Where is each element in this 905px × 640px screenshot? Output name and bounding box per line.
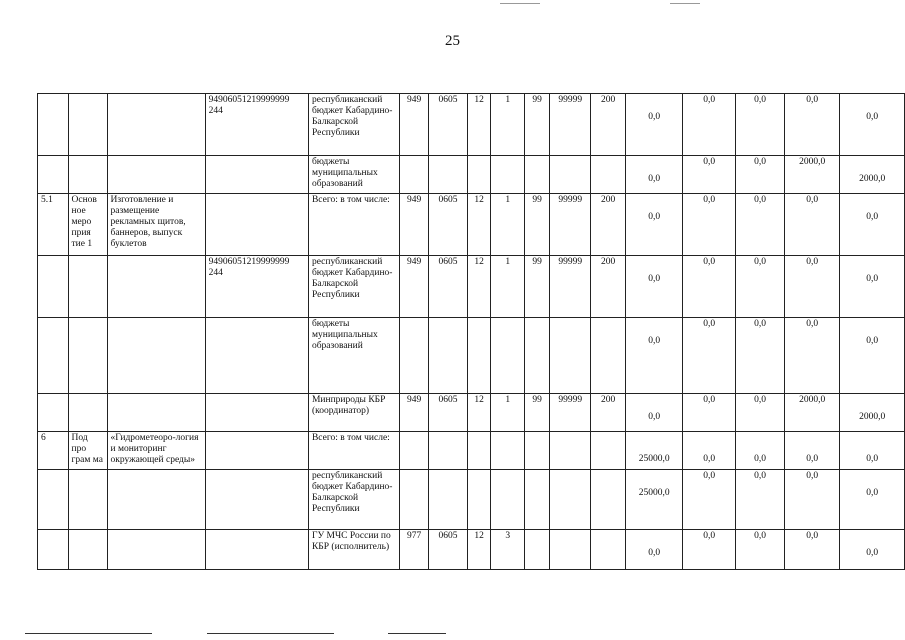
cell-p4: 99999 <box>550 256 591 318</box>
cell-p3 <box>524 156 549 194</box>
cell-v2: 0,0 <box>683 394 736 432</box>
cell-v3: 0,0 <box>736 194 785 256</box>
cell-rzpr: 0605 <box>429 256 467 318</box>
cell-grbs <box>399 318 429 394</box>
cell-vr: 200 <box>591 256 626 318</box>
cell-kind <box>68 530 107 570</box>
cell-vr <box>591 470 626 530</box>
cell-code <box>205 530 308 570</box>
cell-code: 94906051219999999 244 <box>205 256 308 318</box>
footer-signature-lines <box>0 632 905 636</box>
cell-v5: 0,0 <box>840 432 905 470</box>
cell-code <box>205 432 308 470</box>
cell-vr: 200 <box>591 194 626 256</box>
cell-vr <box>591 318 626 394</box>
cell-num <box>38 256 69 318</box>
cell-v1: 0,0 <box>626 194 683 256</box>
cell-v4: 0,0 <box>785 432 840 470</box>
cell-rzpr <box>429 318 467 394</box>
cell-p2 <box>491 432 524 470</box>
cell-p2 <box>491 318 524 394</box>
table-row <box>38 394 905 432</box>
cell-vr <box>591 156 626 194</box>
cell-v4: 0,0 <box>785 194 840 256</box>
cell-p1: 12 <box>467 394 491 432</box>
cell-rzpr: 0605 <box>429 194 467 256</box>
cell-num <box>38 394 69 432</box>
table-row <box>38 256 905 318</box>
cell-v4: 0,0 <box>785 256 840 318</box>
cell-v3: 0,0 <box>736 94 785 156</box>
page-number: 25 <box>445 33 460 49</box>
cell-source: Всего: в том числе: <box>308 194 399 256</box>
table-row <box>38 432 905 470</box>
cell-kind <box>68 318 107 394</box>
cell-p4 <box>550 156 591 194</box>
cell-v4: 0,0 <box>785 530 840 570</box>
table-row <box>38 194 905 256</box>
cell-kind <box>68 394 107 432</box>
cell-v2: 0,0 <box>683 470 736 530</box>
cell-v1: 0,0 <box>626 256 683 318</box>
cell-v5: 2000,0 <box>840 156 905 194</box>
cell-v3: 0,0 <box>736 156 785 194</box>
cell-kind <box>68 256 107 318</box>
cell-rzpr <box>429 156 467 194</box>
cell-name <box>107 94 205 156</box>
cell-p3: 99 <box>524 394 549 432</box>
cell-p1 <box>467 318 491 394</box>
cell-p3: 99 <box>524 94 549 156</box>
cell-name <box>107 470 205 530</box>
cell-num: 5.1 <box>38 194 69 256</box>
budget-table <box>37 93 905 570</box>
cell-p3: 99 <box>524 194 549 256</box>
cell-rzpr <box>429 470 467 530</box>
table-row <box>38 94 905 156</box>
cell-vr: 200 <box>591 94 626 156</box>
cell-v4: 0,0 <box>785 94 840 156</box>
cell-v2: 0,0 <box>683 156 736 194</box>
cell-v3: 0,0 <box>736 470 785 530</box>
cell-p2: 1 <box>491 256 524 318</box>
cell-grbs: 949 <box>399 394 429 432</box>
cell-vr <box>591 432 626 470</box>
cell-vr <box>591 530 626 570</box>
cell-p3: 99 <box>524 256 549 318</box>
cell-p4 <box>550 318 591 394</box>
cell-name: «Гидрометеоро-логия и мониторинг окружающей среды» <box>107 432 205 470</box>
cell-v5: 0,0 <box>840 530 905 570</box>
cell-v5: 0,0 <box>840 194 905 256</box>
cell-v3: 0,0 <box>736 394 785 432</box>
cell-num: 6 <box>38 432 69 470</box>
cell-code <box>205 394 308 432</box>
cell-v2: 0,0 <box>683 530 736 570</box>
cell-num <box>38 94 69 156</box>
table-row <box>38 318 905 394</box>
cell-kind: Основ ное меро прия тие 1 <box>68 194 107 256</box>
cell-name <box>107 318 205 394</box>
cell-code <box>205 470 308 530</box>
cell-v1: 25000,0 <box>626 470 683 530</box>
cell-v1: 25000,0 <box>626 432 683 470</box>
cell-source: бюджеты муниципальных образований <box>308 318 399 394</box>
cell-p4: 99999 <box>550 194 591 256</box>
cell-source: республиканский бюджет Кабардино-Балкарской Республики <box>308 470 399 530</box>
cell-v2: 0,0 <box>683 432 736 470</box>
cell-kind: Под про грам ма <box>68 432 107 470</box>
cell-name <box>107 256 205 318</box>
cell-v3: 0,0 <box>736 432 785 470</box>
cell-name <box>107 156 205 194</box>
cell-p1: 12 <box>467 194 491 256</box>
cell-grbs: 949 <box>399 256 429 318</box>
cell-v3: 0,0 <box>736 318 785 394</box>
cell-p4 <box>550 432 591 470</box>
cell-v1: 0,0 <box>626 156 683 194</box>
table-row <box>38 470 905 530</box>
cell-v1: 0,0 <box>626 530 683 570</box>
cell-num <box>38 530 69 570</box>
cell-v5: 2000,0 <box>840 394 905 432</box>
cell-p2 <box>491 470 524 530</box>
cell-rzpr: 0605 <box>429 530 467 570</box>
cell-kind <box>68 156 107 194</box>
cell-v1: 0,0 <box>626 318 683 394</box>
cell-p3 <box>524 432 549 470</box>
cell-v1: 0,0 <box>626 94 683 156</box>
cell-p3 <box>524 318 549 394</box>
cell-v4: 0,0 <box>785 318 840 394</box>
table-row <box>38 530 905 570</box>
cell-name <box>107 394 205 432</box>
cell-v2: 0,0 <box>683 256 736 318</box>
cell-p2: 1 <box>491 394 524 432</box>
cell-p4: 99999 <box>550 394 591 432</box>
cell-p1 <box>467 432 491 470</box>
cell-p3 <box>524 470 549 530</box>
cell-v5: 0,0 <box>840 470 905 530</box>
cell-v4: 2000,0 <box>785 156 840 194</box>
cell-p3 <box>524 530 549 570</box>
cell-source: республиканский бюджет Кабардино-Балкарской Республики <box>308 256 399 318</box>
cell-kind <box>68 94 107 156</box>
cell-grbs: 949 <box>399 94 429 156</box>
cell-kind <box>68 470 107 530</box>
cell-code <box>205 318 308 394</box>
cell-rzpr: 0605 <box>429 394 467 432</box>
cell-p2: 1 <box>491 94 524 156</box>
cell-v3: 0,0 <box>736 256 785 318</box>
cell-vr: 200 <box>591 394 626 432</box>
cell-p4: 99999 <box>550 94 591 156</box>
cell-p2: 3 <box>491 530 524 570</box>
cell-p1: 12 <box>467 94 491 156</box>
cell-p4 <box>550 470 591 530</box>
cell-v1: 0,0 <box>626 394 683 432</box>
cell-v4: 0,0 <box>785 470 840 530</box>
cell-v4: 2000,0 <box>785 394 840 432</box>
cell-v5: 0,0 <box>840 94 905 156</box>
cell-source: бюджеты муниципальных образований <box>308 156 399 194</box>
cell-num <box>38 318 69 394</box>
cell-p2: 1 <box>491 194 524 256</box>
cell-p1: 12 <box>467 256 491 318</box>
cell-v2: 0,0 <box>683 318 736 394</box>
cell-name: Изготовление и размещение рекламных щитов, баннеров, выпуск буклетов <box>107 194 205 256</box>
cell-p1: 12 <box>467 530 491 570</box>
cell-source: республиканский бюджет Кабардино-Балкарской Республики <box>308 94 399 156</box>
table-row <box>38 156 905 194</box>
cell-source: Минприроды КБР (координатор) <box>308 394 399 432</box>
cell-v5: 0,0 <box>840 318 905 394</box>
cell-rzpr <box>429 432 467 470</box>
cell-v3: 0,0 <box>736 530 785 570</box>
cell-v2: 0,0 <box>683 194 736 256</box>
cell-source: Всего: в том числе: <box>308 432 399 470</box>
cell-source: ГУ МЧС России по КБР (исполнитель) <box>308 530 399 570</box>
cell-num <box>38 470 69 530</box>
cell-grbs <box>399 470 429 530</box>
cell-v5: 0,0 <box>840 256 905 318</box>
cell-v2: 0,0 <box>683 94 736 156</box>
cell-p2 <box>491 156 524 194</box>
cell-p1 <box>467 156 491 194</box>
cell-grbs: 949 <box>399 194 429 256</box>
top-scan-marks <box>500 0 720 6</box>
cell-name <box>107 530 205 570</box>
cell-rzpr: 0605 <box>429 94 467 156</box>
cell-grbs: 977 <box>399 530 429 570</box>
cell-p4 <box>550 530 591 570</box>
cell-code <box>205 156 308 194</box>
cell-code: 94906051219999999 244 <box>205 94 308 156</box>
cell-p1 <box>467 470 491 530</box>
cell-num <box>38 156 69 194</box>
cell-grbs <box>399 432 429 470</box>
cell-code <box>205 194 308 256</box>
cell-grbs <box>399 156 429 194</box>
